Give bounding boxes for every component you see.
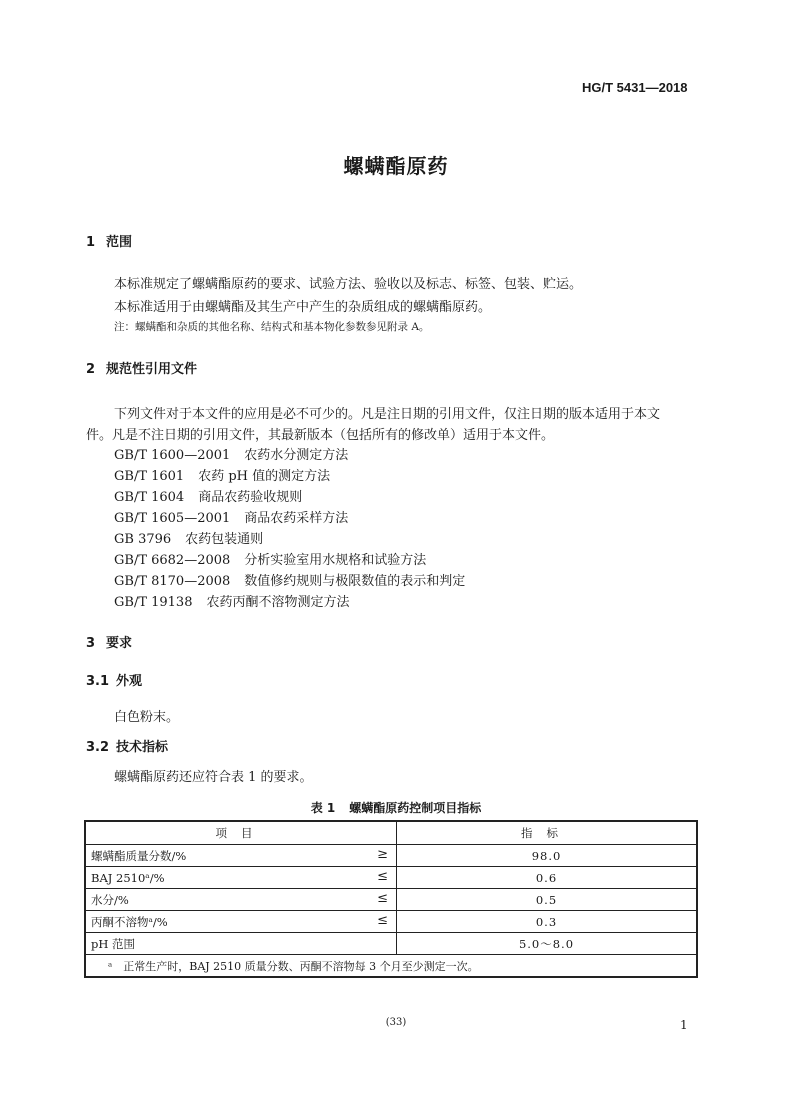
column-header-value: 指标 <box>397 821 698 845</box>
page-label: (33) <box>385 1017 407 1028</box>
value-cell: 5.0～8.0 <box>397 933 698 955</box>
comparison-operator: ≤ <box>377 891 388 906</box>
section-title: 技术指标 <box>116 740 169 755</box>
reference-code: GB/T 1601 <box>114 469 185 484</box>
spec-table <box>84 820 698 978</box>
comparison-operator: ≥ <box>377 847 388 862</box>
item-cell <box>85 889 397 911</box>
section-title: 要求 <box>106 636 133 651</box>
section-2-heading <box>86 358 197 377</box>
comparison-operator: ≤ <box>377 913 388 928</box>
reference-item <box>114 486 302 505</box>
reference-title: 农药 pH 值的测定方法 <box>198 469 331 484</box>
table-caption-label: 表 1 <box>310 801 336 815</box>
section-number: 3.2 <box>86 740 110 755</box>
reference-code: GB/T 6682—2008 <box>114 553 231 568</box>
table-caption-title: 螺螨酯原药控制项目指标 <box>349 801 482 815</box>
value-cell: 0.6 <box>397 867 698 889</box>
paragraph: 本标准规定了螺螨酯原药的要求、试验方法、验收以及标志、标签、包装、贮运。 <box>114 277 583 292</box>
paragraph: 件。凡是不注日期的引用文件，其最新版本（包括所有的修改单）适用于本文件。 <box>86 428 555 443</box>
value-cell: 0.3 <box>397 911 698 933</box>
item-cell <box>85 933 397 955</box>
paragraph: 螺螨酯原药还应符合表 1 的要求。 <box>114 770 313 785</box>
table-caption <box>0 799 792 816</box>
reference-item <box>114 444 348 463</box>
note: 注：螺螨酯和杂质的其他名称、结构式和基本物化参数参见附录 A。 <box>114 321 430 333</box>
document-title: 螺螨酯原药 <box>343 154 449 178</box>
section-1-heading <box>86 231 132 250</box>
reference-code: GB/T 19138 <box>114 595 193 610</box>
comparison-operator: ≤ <box>377 869 388 884</box>
table-row <box>85 911 697 933</box>
page-number: 1 <box>680 1018 688 1032</box>
table-footnote: ᵃ 正常生产时，BAJ 2510 质量分数、丙酮不溶物每 3 个月至少测定一次。 <box>85 955 697 978</box>
section-number: 3.1 <box>86 674 110 689</box>
item-name: 丙酮不溶物ᵃ/% <box>91 914 168 929</box>
reference-code: GB/T 8170—2008 <box>114 574 231 589</box>
reference-code: GB/T 1604 <box>114 490 185 505</box>
reference-code: GB 3796 <box>114 532 172 547</box>
item-cell <box>85 867 397 889</box>
section-3-heading <box>86 632 132 651</box>
table-row <box>85 889 697 911</box>
item-cell <box>85 845 397 867</box>
reference-title: 商品农药采样方法 <box>244 511 349 526</box>
item-name: 螺螨酯质量分数/% <box>91 848 187 863</box>
reference-title: 农药丙酮不溶物测定方法 <box>206 595 350 610</box>
table-header-row <box>85 821 697 845</box>
table-row <box>85 845 697 867</box>
section-number: 1 <box>86 235 96 250</box>
section-3-1-heading <box>86 670 142 689</box>
value-cell: 0.5 <box>397 889 698 911</box>
reference-item <box>114 591 350 610</box>
reference-title: 农药包装通则 <box>185 532 264 547</box>
reference-item <box>114 570 465 589</box>
table-row <box>85 867 697 889</box>
section-number: 3 <box>86 636 96 651</box>
section-number: 2 <box>86 362 96 377</box>
reference-title: 数值修约规则与极限数值的表示和判定 <box>244 574 466 589</box>
reference-title: 农药水分测定方法 <box>244 448 349 463</box>
reference-code: GB/T 1600—2001 <box>114 448 231 463</box>
table-footnote-row <box>85 955 697 978</box>
reference-item <box>114 549 426 568</box>
value-cell: 98.0 <box>397 845 698 867</box>
section-title: 范围 <box>106 235 133 250</box>
standard-number: HG/T 5431—2018 <box>582 80 688 95</box>
item-cell <box>85 911 397 933</box>
paragraph: 本标准适用于由螺螨酯及其生产中产生的杂质组成的螺螨酯原药。 <box>114 300 492 315</box>
paragraph: 白色粉末。 <box>114 710 180 725</box>
item-name: 水分/% <box>91 892 129 907</box>
reference-item <box>114 528 263 547</box>
section-title: 规范性引用文件 <box>106 362 198 377</box>
reference-title: 商品农药验收规则 <box>198 490 303 505</box>
section-3-2-heading <box>86 736 168 755</box>
column-header-item: 项目 <box>85 821 397 845</box>
table-row <box>85 933 697 955</box>
section-title: 外观 <box>116 674 143 689</box>
item-name: pH 范围 <box>91 936 136 951</box>
reference-item <box>114 507 348 526</box>
reference-item <box>114 465 330 484</box>
paragraph: 下列文件对于本文件的应用是必不可少的。凡是注日期的引用文件，仅注日期的版本适用于本文 <box>114 407 661 422</box>
reference-code: GB/T 1605—2001 <box>114 511 231 526</box>
item-name: BAJ 2510ᵃ/% <box>91 870 165 885</box>
reference-title: 分析实验室用水规格和试验方法 <box>244 553 427 568</box>
